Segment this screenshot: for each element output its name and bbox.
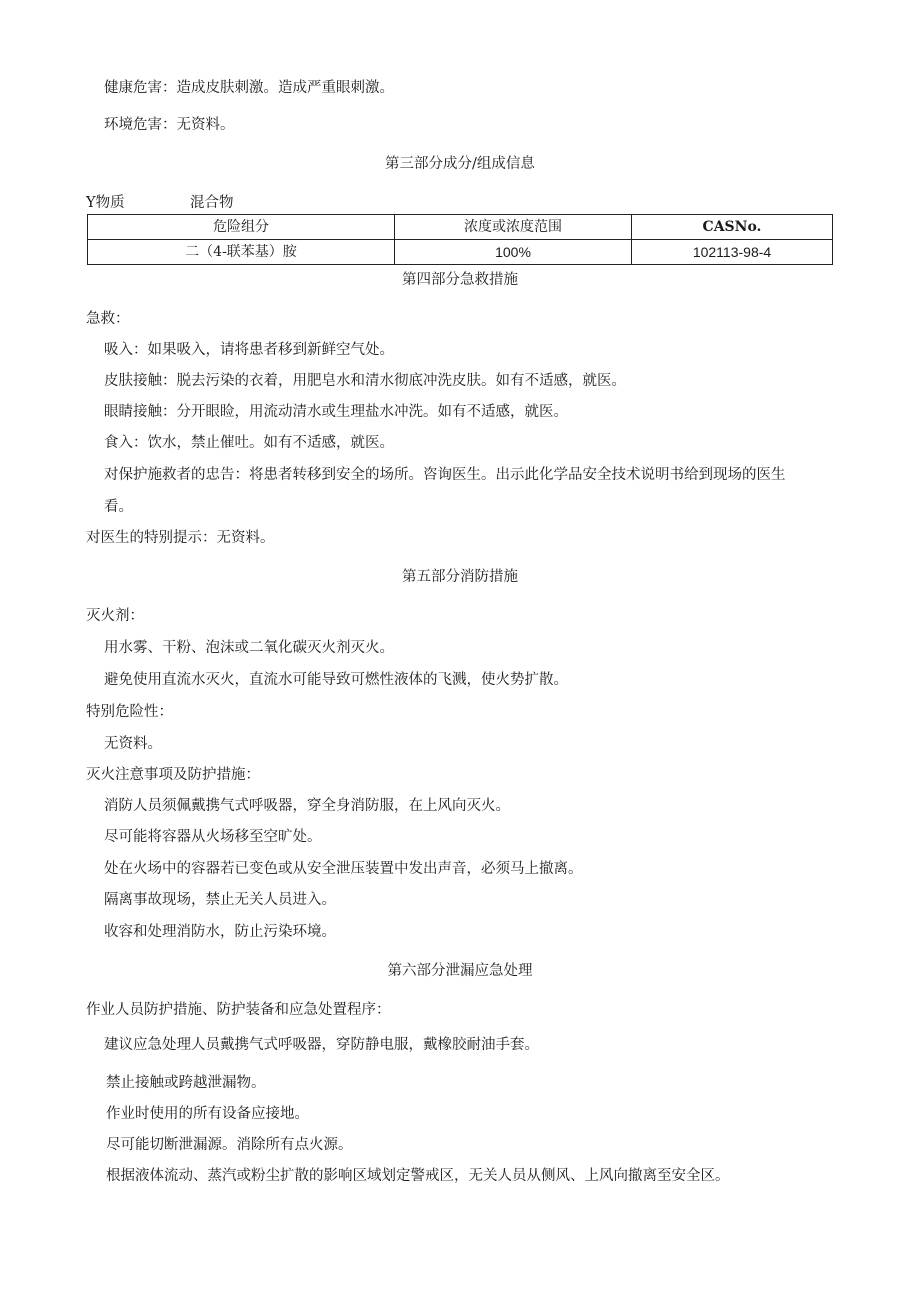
cell-concentration: 100% [395, 240, 632, 265]
procedure-item: 根据液体流动、蒸汽或粉尘扩散的影响区域划定警戒区，无关人员从侧风、上风向撤离至安全区。 [106, 1168, 730, 1184]
special-hazard-text: 无资料。 [104, 736, 162, 752]
section4-title: 第四部分急救措施 [402, 272, 518, 288]
section3-title: 第三部分成分/组成信息 [385, 156, 535, 172]
precautions-label: 灭火注意事项及防护措施： [86, 767, 260, 783]
eye-contact-text: 眼睛接触：分开眼睑，用流动清水或生理盐水冲洗。如有不适感，就医。 [104, 404, 568, 420]
section6-title: 第六部分泄漏应急处理 [387, 963, 533, 979]
precaution-item: 处在火场中的容器若已变色或从安全泄压装置中发出声音，必须马上撤离。 [104, 861, 583, 877]
substance-label: Y物质 [86, 195, 125, 211]
rescuer-advice-continuation: 看。 [104, 499, 133, 515]
skin-contact-text: 皮肤接触：脱去污染的衣着，用肥皂水和清水彻底冲洗皮肤。如有不适感，就医。 [104, 373, 626, 389]
procedures-label: 作业人员防护措施、防护装备和应急处置程序： [86, 1002, 391, 1018]
header-hazardous-component: 危险组分 [88, 215, 395, 240]
procedure-item: 禁止接触或跨越泄漏物。 [106, 1075, 266, 1091]
procedure-item: 建议应急处理人员戴携气式呼吸器，穿防静电服，戴橡胶耐油手套。 [104, 1037, 539, 1053]
first-aid-label: 急救： [86, 311, 130, 327]
extinguisher-label: 灭火剂： [86, 608, 144, 624]
header-cas-no: CASNo. [632, 215, 833, 240]
header-concentration: 浓度或浓度范围 [395, 215, 632, 240]
special-hazard-label: 特别危险性： [86, 704, 173, 720]
table-row [88, 240, 833, 265]
doctor-note-text: 对医生的特别提示：无资料。 [86, 530, 275, 546]
cell-component-name: 二（4-联苯基）胺 [88, 240, 395, 265]
environment-hazard-text: 环境危害：无资料。 [104, 117, 235, 133]
rescuer-advice-text: 对保护施救者的忠告：将患者转移到安全的场所。咨询医生。出示此化学品安全技术说明书给到现场的医生 [104, 467, 786, 483]
substance-value: 混合物 [190, 195, 234, 211]
composition-table [87, 214, 833, 265]
precaution-item: 收容和处理消防水，防止污染环境。 [104, 924, 336, 940]
extinguisher-text-1: 用水雾、干粉、泡沫或二氧化碳灭火剂灭火。 [104, 640, 394, 656]
cell-cas-number: 102113-98-4 [632, 240, 833, 265]
inhalation-text: 吸入：如果吸入，请将患者移到新鲜空气处。 [104, 342, 394, 358]
extinguisher-text-2: 避免使用直流水灭火，直流水可能导致可燃性液体的飞溅，使火势扩散。 [104, 672, 568, 688]
section5-title: 第五部分消防措施 [402, 569, 518, 585]
procedure-item: 尽可能切断泄漏源。消除所有点火源。 [106, 1137, 353, 1153]
table-header-row [88, 215, 833, 240]
health-hazard-text: 健康危害：造成皮肤刺激。造成严重眼刺激。 [104, 80, 394, 96]
precaution-item: 消防人员须佩戴携气式呼吸器，穿全身消防服，在上风向灭火。 [104, 798, 510, 814]
ingestion-text: 食入：饮水，禁止催吐。如有不适感，就医。 [104, 435, 394, 451]
precaution-item: 尽可能将容器从火场移至空旷处。 [104, 829, 322, 845]
precaution-item: 隔离事故现场，禁止无关人员进入。 [104, 892, 336, 908]
procedure-item: 作业时使用的所有设备应接地。 [106, 1106, 309, 1122]
